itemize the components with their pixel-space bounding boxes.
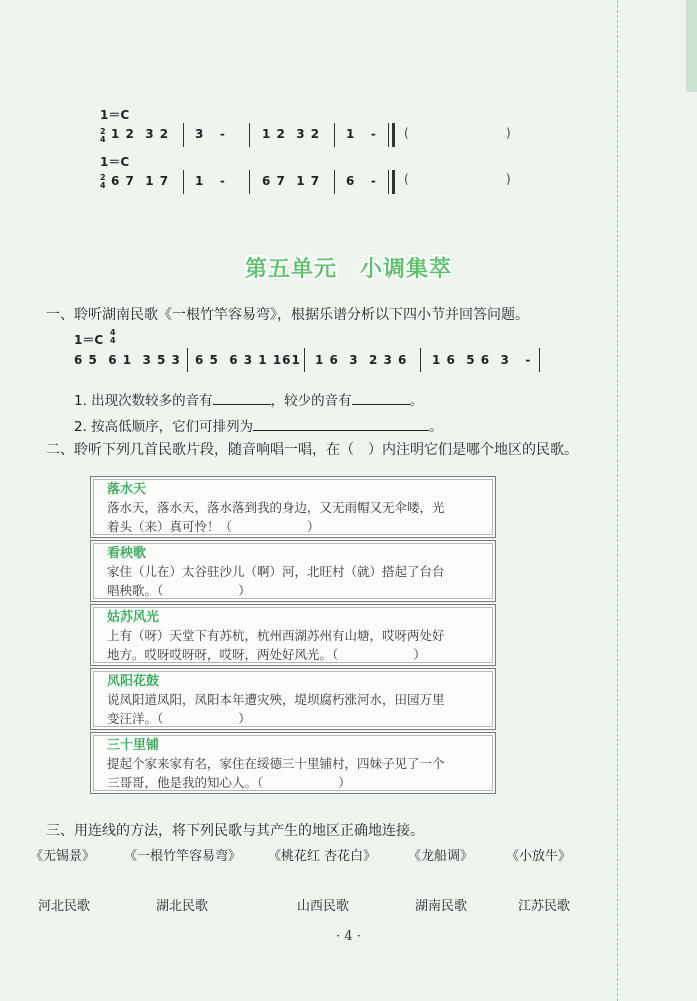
song-title: 三十里铺	[107, 738, 160, 753]
song-box	[90, 540, 496, 602]
question-1-text: 一、聆听湖南民歌《一根竹竿容易弯》，根据乐谱分析以下四小节并回答问题。	[46, 307, 529, 323]
time-signature	[100, 128, 106, 144]
bar-line	[183, 170, 184, 194]
bar-line	[334, 123, 335, 147]
bar-line	[304, 348, 305, 372]
match-song-item[interactable]: 《无锡景》	[30, 849, 96, 864]
measure-4: 6 -	[346, 174, 377, 188]
match-region-item[interactable]: 河北民歌	[38, 899, 91, 914]
measure-1: 6 5 6 1 3 5 3	[74, 353, 181, 367]
song-title: 看秧歌	[107, 546, 147, 561]
measure-3: 1 6 3 2 3 6	[315, 353, 408, 367]
page-edge-tab	[686, 0, 697, 92]
measure-3: 6 7 1 7	[262, 174, 321, 188]
song-lyric: 家住（儿在）太谷驻沙儿（啊）河，北旺村（就）搭起了台台	[107, 564, 445, 579]
answer-paren-close: )	[506, 126, 511, 140]
song-lyric: 三哥哥，他是我的知心人。（ ）	[107, 775, 351, 790]
key-signature: 1＝C	[100, 108, 130, 122]
bar-line	[187, 348, 188, 372]
unit-title: 第五单元 小调集萃	[244, 257, 452, 282]
match-song-item[interactable]: 《龙船调》	[408, 849, 474, 864]
q1-key-signature: 1＝C	[74, 333, 104, 347]
song-lyric: 唱秧歌。（ ）	[107, 583, 251, 598]
answer-paren-open: (	[404, 126, 409, 140]
time-signature-top: 2	[100, 173, 106, 182]
answer-paren-close: )	[506, 172, 511, 186]
song-lyric: 地方。哎呀哎呀呀，哎呀，两处好风光。（ ）	[107, 647, 426, 662]
final-bar-line	[388, 170, 395, 194]
measure-1: 6 7 1 7	[111, 174, 170, 188]
match-region-item[interactable]: 湖北民歌	[156, 899, 209, 914]
q1-time-signature	[110, 329, 116, 345]
song-box	[90, 476, 496, 538]
q1-sub-question-1: 1. 出现次数较多的音有 ，较少的音有 。	[74, 389, 423, 409]
match-song-item[interactable]: 《小放牛》	[506, 849, 572, 864]
bar-line	[539, 348, 540, 372]
binding-margin-line	[617, 0, 618, 1001]
time-signature-bottom: 4	[100, 181, 106, 190]
match-song-item[interactable]: 《桃花红 杏花白》	[268, 849, 377, 864]
measure-2: 1 -	[195, 174, 226, 188]
key-signature: 1＝C	[100, 155, 130, 169]
match-region-item[interactable]: 湖南民歌	[415, 899, 468, 914]
song-lyric: 落水天，落水天，落水落到我的身边，又无雨帽又无伞喽，光	[107, 500, 445, 515]
answer-blank[interactable]	[352, 390, 410, 405]
page-number: · 4 ·	[336, 929, 361, 944]
song-lyric: 变汪洋。（ ）	[107, 711, 251, 726]
time-signature	[100, 174, 106, 190]
song-lyric: 说凤阳道凤阳，凤阳本年遭灾殃，堤坝腐朽涨河水，田园万里	[107, 692, 445, 707]
song-title: 凤阳花鼓	[107, 674, 160, 689]
song-box	[90, 668, 496, 730]
time-signature-top: 4	[110, 328, 116, 337]
final-bar-line	[388, 123, 395, 147]
bar-line	[183, 123, 184, 147]
song-title: 姑苏风光	[107, 610, 160, 625]
song-box	[90, 732, 496, 794]
measure-4: 1 6 5 6 3 -	[432, 353, 532, 367]
question-3-text: 三、用连线的方法，将下列民歌与其产生的地区正确地连接。	[46, 823, 424, 839]
time-signature-bottom: 4	[100, 135, 106, 144]
time-signature-bottom: 4	[110, 336, 116, 345]
bar-line	[420, 348, 421, 372]
measure-2: 6 5 6 3 1 161	[195, 353, 301, 367]
song-lyric: 上有（呀）天堂下有苏杭，杭州西湖苏州有山塘，哎呀两处好	[107, 628, 445, 643]
answer-blank[interactable]	[253, 416, 429, 431]
bar-line	[334, 170, 335, 194]
match-song-item[interactable]: 《一根竹竿容易弯》	[124, 849, 242, 864]
match-region-item[interactable]: 江苏民歌	[518, 899, 571, 914]
match-region-item[interactable]: 山西民歌	[297, 899, 350, 914]
answer-paren-open: (	[404, 172, 409, 186]
measure-4: 1 -	[346, 127, 377, 141]
question-2-text: 二、聆听下列几首民歌片段，随音响唱一唱，在（ ）内注明它们是哪个地区的民歌。	[46, 442, 578, 458]
song-lyric: 提起个家来家有名，家住在绥德三十里铺村，四妹子见了一个	[107, 756, 445, 771]
bar-line	[249, 170, 250, 194]
song-box	[90, 604, 496, 666]
measure-2: 3 -	[195, 127, 226, 141]
song-lyric: 着头（来）真可怜！（ ）	[107, 519, 320, 534]
measure-1: 1 2 3 2	[111, 127, 170, 141]
q1-sub-question-2: 2. 按高低顺序，它们可排列为 。	[74, 415, 443, 435]
answer-blank[interactable]	[213, 390, 271, 405]
time-signature-top: 2	[100, 127, 106, 136]
measure-3: 1 2 3 2	[262, 127, 321, 141]
bar-line	[249, 123, 250, 147]
song-title: 落水天	[107, 482, 147, 497]
